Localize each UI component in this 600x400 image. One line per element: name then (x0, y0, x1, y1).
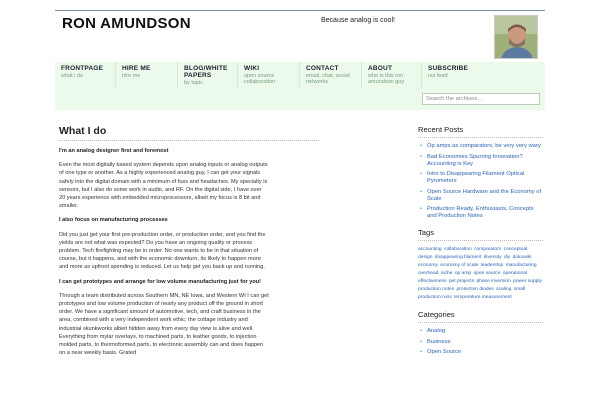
tag-cloud (418, 246, 543, 302)
section-heading: I also focus on manufacturing processes (59, 217, 168, 224)
avatar-photo-icon (495, 16, 538, 59)
tag-link[interactable]: scaling (496, 287, 512, 292)
section-heading: I'm an analog designer first and foremost (59, 148, 169, 154)
tag-link[interactable]: dokuwiki (512, 255, 532, 260)
tag-link[interactable]: phase inversion (476, 279, 511, 284)
recent-posts-list (418, 143, 543, 220)
tags-heading: Tags (418, 228, 543, 241)
page-title: What I do (59, 125, 319, 141)
tag-link[interactable]: power supply (513, 279, 542, 284)
nav-label: BLOG/WHITE PAPERS (184, 65, 228, 79)
tag-link[interactable]: leadership (480, 263, 504, 268)
nav-sub: what i do (61, 72, 84, 79)
tag-link[interactable]: accounting (418, 247, 442, 252)
sidebar (418, 125, 543, 360)
paragraph: Through a team distributed across Southern MN, NE Iowa, and Western WI I can get prototypes and low volume production of nearly any product off the ground in short order. We have a significant amount of automotive, tech, and craft business in the area, combined with a very independent work ethic; the cottage industry and industrial skunkworks albeit hidden away from every day view is alive and well. Everything from mylar overlays, to machined parts, to leather goods, to injection molded parts, to thermoformed parts, to electronic assembly can and does happen on a near weekly basis. Grated (59, 292, 269, 357)
categories-list (418, 328, 543, 356)
nav-label: FRONTPAGE (61, 65, 104, 72)
nav-label: ABOUT (368, 65, 393, 72)
site-title[interactable]: RON AMUNDSON (62, 15, 191, 32)
category-link[interactable]: • Open Source (418, 349, 543, 356)
tag-link[interactable]: economy (418, 263, 438, 268)
nav-item-contact[interactable] (299, 62, 361, 89)
site-tagline: Because analog is cool! (321, 17, 395, 24)
tag-link[interactable]: economy of scale (440, 263, 479, 268)
nav-label: SUBSCRIBE (428, 65, 469, 72)
tag-link[interactable]: comparators (474, 247, 502, 252)
section-heading: I can get prototypes and arrange for low volume manufacturing just for you! (59, 278, 262, 285)
tag-link[interactable]: protection diodes (456, 287, 494, 292)
tag-link[interactable]: diversity (483, 255, 502, 260)
nav-item-blog[interactable] (177, 62, 237, 89)
recent-post-link[interactable]: • Intro to Disappearing Filament Optical Pyrometers (418, 171, 543, 185)
nav-sub: hire me (122, 72, 141, 79)
paragraph: Did you just get your first pre-production order, or production order, and you find the yields are not what was expected? Do you have an ongoing quality or process problem. Tech firefighting may be in order. No one wants to be in that situation of course, but it happens, and with the economic downturn, its likely to happen more and more as upfront spending is reduced. Let us help get you back up and running. (59, 231, 266, 271)
nav-item-hire-me[interactable] (115, 62, 177, 89)
nav-sub: rss feed (428, 72, 448, 79)
nav-label: WIKI (244, 65, 260, 72)
tag-link[interactable]: small production runs (418, 287, 526, 300)
tag-link[interactable]: overhead (418, 271, 439, 276)
nav-label: HIRE ME (122, 65, 151, 72)
recent-post-link[interactable]: • Op amps as comparators, be very very wary (418, 143, 543, 150)
tag-link[interactable]: diy (503, 255, 511, 260)
nav-sub: open source collaboration (244, 72, 276, 85)
tag-link[interactable]: niche (440, 271, 453, 276)
search-input[interactable] (422, 93, 540, 105)
categories-heading: Categories (418, 310, 543, 323)
nav-sub: email, chat, social networks (306, 72, 350, 85)
tag-link[interactable]: manufacturing (505, 263, 537, 268)
tag-link[interactable]: production notes (418, 287, 455, 292)
recent-post-link[interactable]: • Bad Economies Spurring Innovation? Accounting is Key (418, 154, 543, 168)
nav-item-frontpage[interactable] (55, 62, 115, 89)
tag-link[interactable]: temperature measurement (454, 295, 512, 300)
recent-post-link[interactable]: • Production Ready, Enthusiasts, Concepts and Production Notes (418, 206, 543, 220)
tag-link[interactable]: pet projects (448, 279, 475, 284)
main-navigation (55, 62, 545, 89)
tag-link[interactable]: operational effectiveness (418, 271, 527, 284)
nav-sub: who is this ron amundson guy (368, 72, 405, 85)
header-top-rule (55, 10, 545, 11)
recent-post-link[interactable]: • Open Source Hardware and the Economy of Scale (418, 189, 543, 203)
tag-link[interactable]: conceptual design (418, 247, 528, 260)
tag-link[interactable]: open source (473, 271, 501, 276)
tag-link[interactable]: collaboration (444, 247, 472, 252)
nav-item-wiki[interactable] (237, 62, 299, 89)
nav-label: CONTACT (306, 65, 339, 72)
recent-posts-heading: Recent Posts (418, 125, 543, 138)
category-link[interactable]: • Analog (418, 328, 543, 335)
main-content (59, 125, 269, 357)
category-link[interactable]: • Business (418, 339, 543, 346)
nav-sub: by topic (184, 79, 203, 86)
tag-link[interactable]: op amp (454, 271, 472, 276)
author-avatar (494, 15, 538, 59)
paragraph: Even the most digitally based system depends upon analog inputs or analog outputs of one type or another. As a highly experienced analog guy, I can get your signals safely into the digital domain with a minimum of fuss and headaches. My specialty is sensors, but I also do some work in audio, and RF. On the digital side, I have over 20 years experience with embedded microprocessors, albeit my focus is 8 bit and smaller. (59, 162, 268, 210)
tag-link[interactable]: disappearing filament (434, 255, 482, 260)
nav-item-about[interactable] (361, 62, 421, 89)
nav-item-subscribe[interactable] (421, 62, 485, 89)
